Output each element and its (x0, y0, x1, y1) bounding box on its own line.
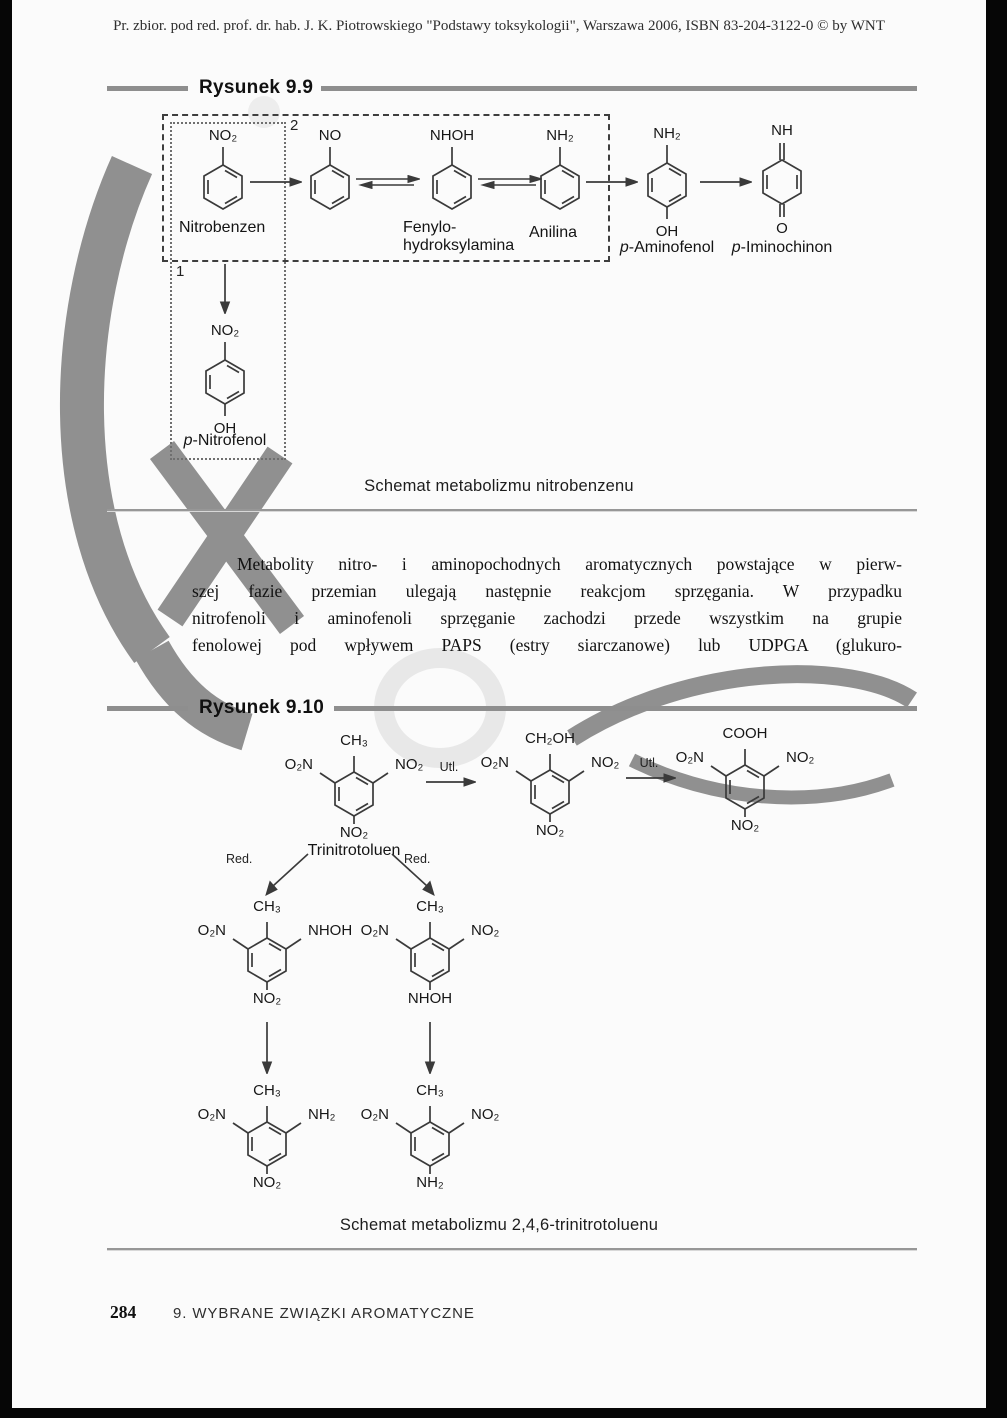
molecule-fenylohydroksylamina (392, 121, 512, 227)
body-paragraph (192, 551, 902, 659)
quinone-ring (756, 136, 808, 220)
fig910-caption: Schemat metabolizmu 2,4,6-trinitrotoluenu (339, 1216, 659, 1234)
molecule-amino-orto (172, 1082, 362, 1196)
chapter-running-title: 9. WYBRANE ZWIĄZKI AROMATYCZNE (173, 1305, 475, 1322)
substituent-label: CH₂OH (525, 730, 575, 747)
fig99-region-1-label: 1 (176, 263, 185, 280)
substituent-label: NH₂ (416, 1174, 444, 1191)
molecule-hydroksylamino-para (335, 898, 525, 1012)
fig99-region-2-label: 2 (290, 117, 299, 134)
molecule-alkohol-trinitrobenzylowy (455, 730, 645, 844)
molecule-anilina (500, 121, 620, 227)
name-italic-prefix: p (619, 239, 629, 256)
molecule-amino-para (335, 1082, 525, 1196)
benzene-ring (426, 141, 478, 219)
substituent-label: OH (655, 223, 679, 240)
substituent-label: O₂N (480, 754, 509, 771)
fig99-caption: Schemat metabolizmu nitrobenzenu (364, 477, 634, 495)
name-rest: -Iminochinon (740, 239, 833, 256)
substituent-label: CH₃ (253, 1082, 281, 1099)
substituent-label: CH₃ (340, 732, 368, 749)
molecule-name-trinitrotoluen: Trinitrotoluen (307, 842, 401, 859)
fig910-bottom-rule (107, 1248, 917, 1250)
substituent-label: NH₂ (653, 125, 681, 142)
benzene-ring (370, 1098, 490, 1178)
substituent-label: O₂N (197, 1106, 226, 1123)
substituent-label: NO₂ (730, 817, 760, 834)
fig910-bar-left (107, 706, 188, 711)
page-paper (12, 0, 986, 1408)
substituent-label: NO₂ (591, 754, 620, 771)
paragraph-line: nitrofenoli i aminofenoli sprzęganie zachodzi przede wszystkim na grupie (192, 608, 902, 628)
substituent-label: NO₂ (252, 990, 282, 1007)
substituent-label: COOH (722, 725, 768, 742)
oxidation-label: Utl. (639, 756, 659, 770)
benzene-ring (685, 741, 805, 821)
substituent-label: CH₃ (416, 1082, 444, 1099)
molecule-name-fenylo-line2: hydroksylamina (403, 237, 515, 254)
benzene-ring (641, 139, 693, 223)
oxidation-label: Utl. (439, 760, 459, 774)
fig99-bottom-rule (107, 509, 917, 511)
substituent-label: O₂N (360, 1106, 389, 1123)
reduction-arrow-left (260, 852, 312, 900)
substituent-label: NHOH (429, 127, 475, 144)
molecule-name-fenylo-line1: Fenylo- (403, 219, 457, 236)
fig99-bar-left (107, 86, 188, 91)
molecule-nitrozobenzen (270, 121, 390, 227)
reaction-arrow-down (424, 1022, 436, 1074)
molecule-kwas-trinitrobenzoesowy (650, 725, 840, 839)
molecule-hydroksylamino-orto (172, 898, 362, 1012)
benzene-ring (207, 1098, 327, 1178)
substituent-label: NO₂ (208, 127, 238, 144)
substituent-label: NO₂ (471, 922, 500, 939)
benzene-ring (534, 141, 586, 219)
reaction-arrow-down (219, 264, 231, 314)
benzene-ring (197, 141, 249, 219)
substituent-label: OH (213, 420, 237, 437)
reaction-arrow-down (261, 1022, 273, 1074)
substituent-label: NO (318, 127, 342, 144)
substituent-label: NHOH (308, 922, 353, 939)
fig99-bar-right (321, 86, 917, 91)
reduction-label: Red. (404, 852, 431, 866)
benzene-ring (199, 336, 251, 420)
molecule-p-iminochinon (722, 116, 842, 242)
molecule-p-nitrofenol (165, 316, 285, 442)
benzene-ring (304, 141, 356, 219)
substituent-label: O₂N (360, 922, 389, 939)
molecule-nitrobenzen (163, 121, 283, 227)
molecule-name-p-nitrofenol (165, 432, 285, 450)
benzene-ring (207, 914, 327, 994)
substituent-label: O₂N (284, 756, 313, 773)
substituent-label: NH₂ (308, 1106, 336, 1123)
substituent-label: NO₂ (395, 756, 424, 773)
benzene-ring (294, 748, 414, 828)
name-italic-prefix: p (183, 432, 193, 449)
fig99-title: Rysunek 9.9 (199, 77, 314, 98)
molecule-name-anilina: Anilina (529, 224, 578, 241)
substituent-label: NO₂ (339, 824, 369, 841)
fig910-bar-right (334, 706, 917, 711)
paragraph-line: fenolowej pod wpływem PAPS (estry siarczanowe) lub UDPGA (glukuro- (192, 635, 902, 655)
substituent-label: NO₂ (471, 1106, 500, 1123)
substituent-label: NO₂ (786, 749, 815, 766)
substituent-label: NO₂ (252, 1174, 282, 1191)
benzene-ring (490, 746, 610, 826)
substituent-label: NO₂ (535, 822, 565, 839)
name-rest: -Aminofenol (628, 239, 715, 256)
substituent-label: NO₂ (210, 322, 240, 339)
substituent-label: CH₃ (416, 898, 444, 915)
fig910-title: Rysunek 9.10 (199, 697, 325, 718)
substituent-label: NH (771, 122, 793, 139)
substituent-label: NHOH (407, 990, 453, 1007)
name-rest: -Nitrofenol (192, 432, 267, 449)
paragraph-line: Metabolity nitro- i aminopochodnych aromatycznych powstające w pierw- (237, 554, 902, 574)
reduction-label: Red. (226, 852, 253, 866)
paragraph-line: szej fazie przemian ulegają następnie reakcjom sprzęgania. W przypadku (192, 581, 902, 601)
substituent-label: O (776, 220, 788, 237)
molecule-trinitrotoluen (259, 732, 449, 846)
substituent-label: CH₃ (253, 898, 281, 915)
substituent-label: NH₂ (546, 127, 574, 144)
benzene-ring (370, 914, 490, 994)
substituent-label: O₂N (197, 922, 226, 939)
header-credit: Pr. zbior. pod red. prof. dr. hab. J. K. Piotrowskiego "Podstawy toksykologii", Warszawa 2006, ISBN 83-204-3122-0 © by WNT (113, 18, 885, 34)
molecule-name-p-iminochinon (722, 239, 842, 257)
molecule-name-p-aminofenol (607, 239, 727, 257)
name-italic-prefix: p (731, 239, 741, 256)
substituent-label: O₂N (675, 749, 704, 766)
molecule-name-nitrobenzen: Nitrobenzen (179, 219, 266, 236)
page-number: 284 (110, 1302, 137, 1322)
